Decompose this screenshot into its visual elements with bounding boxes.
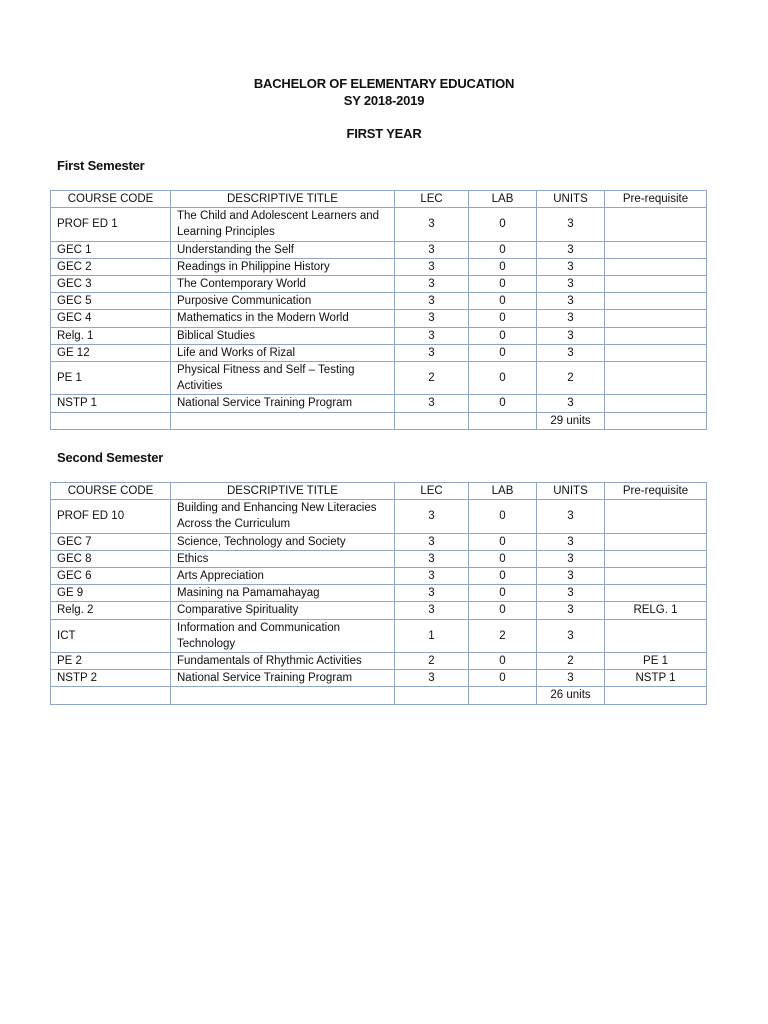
descriptive-title-cell: Fundamentals of Rhythmic Activities bbox=[171, 653, 395, 670]
units-cell: 2 bbox=[537, 653, 605, 670]
prerequisite-cell bbox=[605, 258, 707, 275]
column-header-lec: LEC bbox=[395, 191, 469, 208]
prerequisite-cell: NSTP 1 bbox=[605, 670, 707, 687]
course-code-cell: NSTP 2 bbox=[51, 670, 171, 687]
lec-cell: 1 bbox=[395, 619, 469, 652]
empty-cell bbox=[469, 687, 537, 704]
course-code-cell: NSTP 1 bbox=[51, 395, 171, 412]
descriptive-title-cell: The Contemporary World bbox=[171, 276, 395, 293]
course-code-cell: ICT bbox=[51, 619, 171, 652]
column-header-lec: LEC bbox=[395, 483, 469, 500]
prerequisite-cell bbox=[605, 500, 707, 533]
lab-cell: 0 bbox=[469, 276, 537, 293]
units-cell: 3 bbox=[537, 344, 605, 361]
prerequisite-cell bbox=[605, 276, 707, 293]
lec-cell: 3 bbox=[395, 585, 469, 602]
column-header-units: UNITS bbox=[537, 483, 605, 500]
course-code-cell: GEC 1 bbox=[51, 241, 171, 258]
units-cell: 3 bbox=[537, 276, 605, 293]
program-title: BACHELOR OF ELEMENTARY EDUCATION bbox=[253, 76, 515, 91]
table-row bbox=[51, 293, 707, 310]
units-cell: 3 bbox=[537, 208, 605, 241]
prerequisite-cell: PE 1 bbox=[605, 653, 707, 670]
lec-cell: 3 bbox=[395, 310, 469, 327]
units-cell: 3 bbox=[537, 500, 605, 533]
descriptive-title-cell: Ethics bbox=[171, 550, 395, 567]
descriptive-title-cell: Life and Works of Rizal bbox=[171, 344, 395, 361]
course-code-cell: GEC 8 bbox=[51, 550, 171, 567]
lab-cell: 0 bbox=[469, 670, 537, 687]
total-units-cell: 29 units bbox=[537, 412, 605, 429]
units-cell: 3 bbox=[537, 310, 605, 327]
empty-cell bbox=[395, 687, 469, 704]
table-row bbox=[51, 602, 707, 619]
descriptive-title-cell: Readings in Philippine History bbox=[171, 258, 395, 275]
table-row bbox=[51, 241, 707, 258]
lec-cell: 3 bbox=[395, 670, 469, 687]
units-cell: 3 bbox=[537, 395, 605, 412]
course-code-cell: GEC 5 bbox=[51, 293, 171, 310]
course-code-cell: PROF ED 1 bbox=[51, 208, 171, 241]
prerequisite-cell bbox=[605, 310, 707, 327]
lec-cell: 3 bbox=[395, 258, 469, 275]
course-code-cell: GEC 2 bbox=[51, 258, 171, 275]
lab-cell: 0 bbox=[469, 602, 537, 619]
empty-cell bbox=[395, 412, 469, 429]
descriptive-title-cell: National Service Training Program bbox=[171, 670, 395, 687]
lec-cell: 3 bbox=[395, 344, 469, 361]
empty-cell bbox=[171, 412, 395, 429]
descriptive-title-cell: Comparative Spirituality bbox=[171, 602, 395, 619]
prerequisite-cell bbox=[605, 533, 707, 550]
prerequisite-cell: RELG. 1 bbox=[605, 602, 707, 619]
descriptive-title-cell: Mathematics in the Modern World bbox=[171, 310, 395, 327]
course-code-cell: GEC 7 bbox=[51, 533, 171, 550]
empty-cell bbox=[469, 412, 537, 429]
table-row bbox=[51, 395, 707, 412]
units-cell: 3 bbox=[537, 293, 605, 310]
descriptive-title-cell: Science, Technology and Society bbox=[171, 533, 395, 550]
lab-cell: 0 bbox=[469, 208, 537, 241]
total-units-row bbox=[51, 687, 707, 704]
descriptive-title-cell: Purposive Communication bbox=[171, 293, 395, 310]
lab-cell: 0 bbox=[469, 533, 537, 550]
prerequisite-cell bbox=[605, 208, 707, 241]
empty-cell bbox=[605, 412, 707, 429]
table-row bbox=[51, 327, 707, 344]
empty-cell bbox=[51, 412, 171, 429]
course-code-cell: Relg. 2 bbox=[51, 602, 171, 619]
descriptive-title-cell: Building and Enhancing New Literacies Across the Curriculum bbox=[171, 500, 395, 533]
table-row bbox=[51, 653, 707, 670]
column-header-course-code: COURSE CODE bbox=[51, 483, 171, 500]
units-cell: 3 bbox=[537, 585, 605, 602]
total-units-row bbox=[51, 412, 707, 429]
table-row bbox=[51, 533, 707, 550]
course-code-cell: PE 1 bbox=[51, 362, 171, 395]
lab-cell: 0 bbox=[469, 327, 537, 344]
lec-cell: 3 bbox=[395, 293, 469, 310]
semester-1-title: First Semester bbox=[57, 158, 145, 173]
lab-cell: 2 bbox=[469, 619, 537, 652]
lec-cell: 3 bbox=[395, 550, 469, 567]
course-code-cell: PROF ED 10 bbox=[51, 500, 171, 533]
table-row bbox=[51, 362, 707, 395]
units-cell: 3 bbox=[537, 327, 605, 344]
descriptive-title-cell: Understanding the Self bbox=[171, 241, 395, 258]
lab-cell: 0 bbox=[469, 585, 537, 602]
column-header-lab: LAB bbox=[469, 191, 537, 208]
column-header-units: UNITS bbox=[537, 191, 605, 208]
table-row bbox=[51, 550, 707, 567]
units-cell: 3 bbox=[537, 258, 605, 275]
table-row bbox=[51, 670, 707, 687]
course-code-cell: GEC 6 bbox=[51, 568, 171, 585]
lec-cell: 3 bbox=[395, 568, 469, 585]
descriptive-title-cell: The Child and Adolescent Learners and Learning Principles bbox=[171, 208, 395, 241]
prerequisite-cell bbox=[605, 344, 707, 361]
prerequisite-cell bbox=[605, 241, 707, 258]
lab-cell: 0 bbox=[469, 653, 537, 670]
column-header-descriptive-title: DESCRIPTIVE TITLE bbox=[171, 483, 395, 500]
table-row bbox=[51, 568, 707, 585]
table-row bbox=[51, 344, 707, 361]
prerequisite-cell bbox=[605, 362, 707, 395]
column-header-prerequisite: Pre-requisite bbox=[605, 483, 707, 500]
units-cell: 3 bbox=[537, 241, 605, 258]
prerequisite-cell bbox=[605, 585, 707, 602]
lec-cell: 2 bbox=[395, 653, 469, 670]
table-row bbox=[51, 208, 707, 241]
prerequisite-cell bbox=[605, 327, 707, 344]
descriptive-title-cell: Physical Fitness and Self – Testing Activities bbox=[171, 362, 395, 395]
course-code-cell: PE 2 bbox=[51, 653, 171, 670]
descriptive-title-cell: Biblical Studies bbox=[171, 327, 395, 344]
empty-cell bbox=[605, 687, 707, 704]
prerequisite-cell bbox=[605, 568, 707, 585]
semester-2-title: Second Semester bbox=[57, 450, 164, 465]
lec-cell: 2 bbox=[395, 362, 469, 395]
lec-cell: 3 bbox=[395, 276, 469, 293]
course-code-cell: Relg. 1 bbox=[51, 327, 171, 344]
prerequisite-cell bbox=[605, 293, 707, 310]
lab-cell: 0 bbox=[469, 344, 537, 361]
course-code-cell: GEC 4 bbox=[51, 310, 171, 327]
table-header-row bbox=[51, 483, 707, 500]
lec-cell: 3 bbox=[395, 533, 469, 550]
table-header-row bbox=[51, 191, 707, 208]
course-code-cell: GE 12 bbox=[51, 344, 171, 361]
column-header-lab: LAB bbox=[469, 483, 537, 500]
units-cell: 2 bbox=[537, 362, 605, 395]
table-row bbox=[51, 258, 707, 275]
lec-cell: 3 bbox=[395, 327, 469, 344]
column-header-course-code: COURSE CODE bbox=[51, 191, 171, 208]
lab-cell: 0 bbox=[469, 395, 537, 412]
units-cell: 3 bbox=[537, 619, 605, 652]
semester-2-table bbox=[50, 482, 707, 705]
column-header-prerequisite: Pre-requisite bbox=[605, 191, 707, 208]
table-row bbox=[51, 500, 707, 533]
lec-cell: 3 bbox=[395, 241, 469, 258]
lec-cell: 3 bbox=[395, 602, 469, 619]
lab-cell: 0 bbox=[469, 362, 537, 395]
lab-cell: 0 bbox=[469, 258, 537, 275]
lab-cell: 0 bbox=[469, 241, 537, 258]
prerequisite-cell bbox=[605, 550, 707, 567]
units-cell: 3 bbox=[537, 550, 605, 567]
units-cell: 3 bbox=[537, 602, 605, 619]
descriptive-title-cell: National Service Training Program bbox=[171, 395, 395, 412]
units-cell: 3 bbox=[537, 568, 605, 585]
course-code-cell: GE 9 bbox=[51, 585, 171, 602]
school-year: SY 2018-2019 bbox=[343, 93, 425, 108]
year-level-title: FIRST YEAR bbox=[346, 126, 422, 141]
lab-cell: 0 bbox=[469, 500, 537, 533]
lec-cell: 3 bbox=[395, 500, 469, 533]
semester-1-table bbox=[50, 190, 707, 430]
table-row bbox=[51, 310, 707, 327]
total-units-cell: 26 units bbox=[537, 687, 605, 704]
descriptive-title-cell: Information and Communication Technology bbox=[171, 619, 395, 652]
prerequisite-cell bbox=[605, 395, 707, 412]
table-row bbox=[51, 585, 707, 602]
descriptive-title-cell: Masining na Pamamahayag bbox=[171, 585, 395, 602]
descriptive-title-cell: Arts Appreciation bbox=[171, 568, 395, 585]
empty-cell bbox=[171, 687, 395, 704]
lec-cell: 3 bbox=[395, 208, 469, 241]
course-code-cell: GEC 3 bbox=[51, 276, 171, 293]
lab-cell: 0 bbox=[469, 568, 537, 585]
table-row bbox=[51, 276, 707, 293]
column-header-descriptive-title: DESCRIPTIVE TITLE bbox=[171, 191, 395, 208]
lec-cell: 3 bbox=[395, 395, 469, 412]
lab-cell: 0 bbox=[469, 310, 537, 327]
empty-cell bbox=[51, 687, 171, 704]
prerequisite-cell bbox=[605, 619, 707, 652]
units-cell: 3 bbox=[537, 670, 605, 687]
lab-cell: 0 bbox=[469, 550, 537, 567]
table-row bbox=[51, 619, 707, 652]
units-cell: 3 bbox=[537, 533, 605, 550]
lab-cell: 0 bbox=[469, 293, 537, 310]
